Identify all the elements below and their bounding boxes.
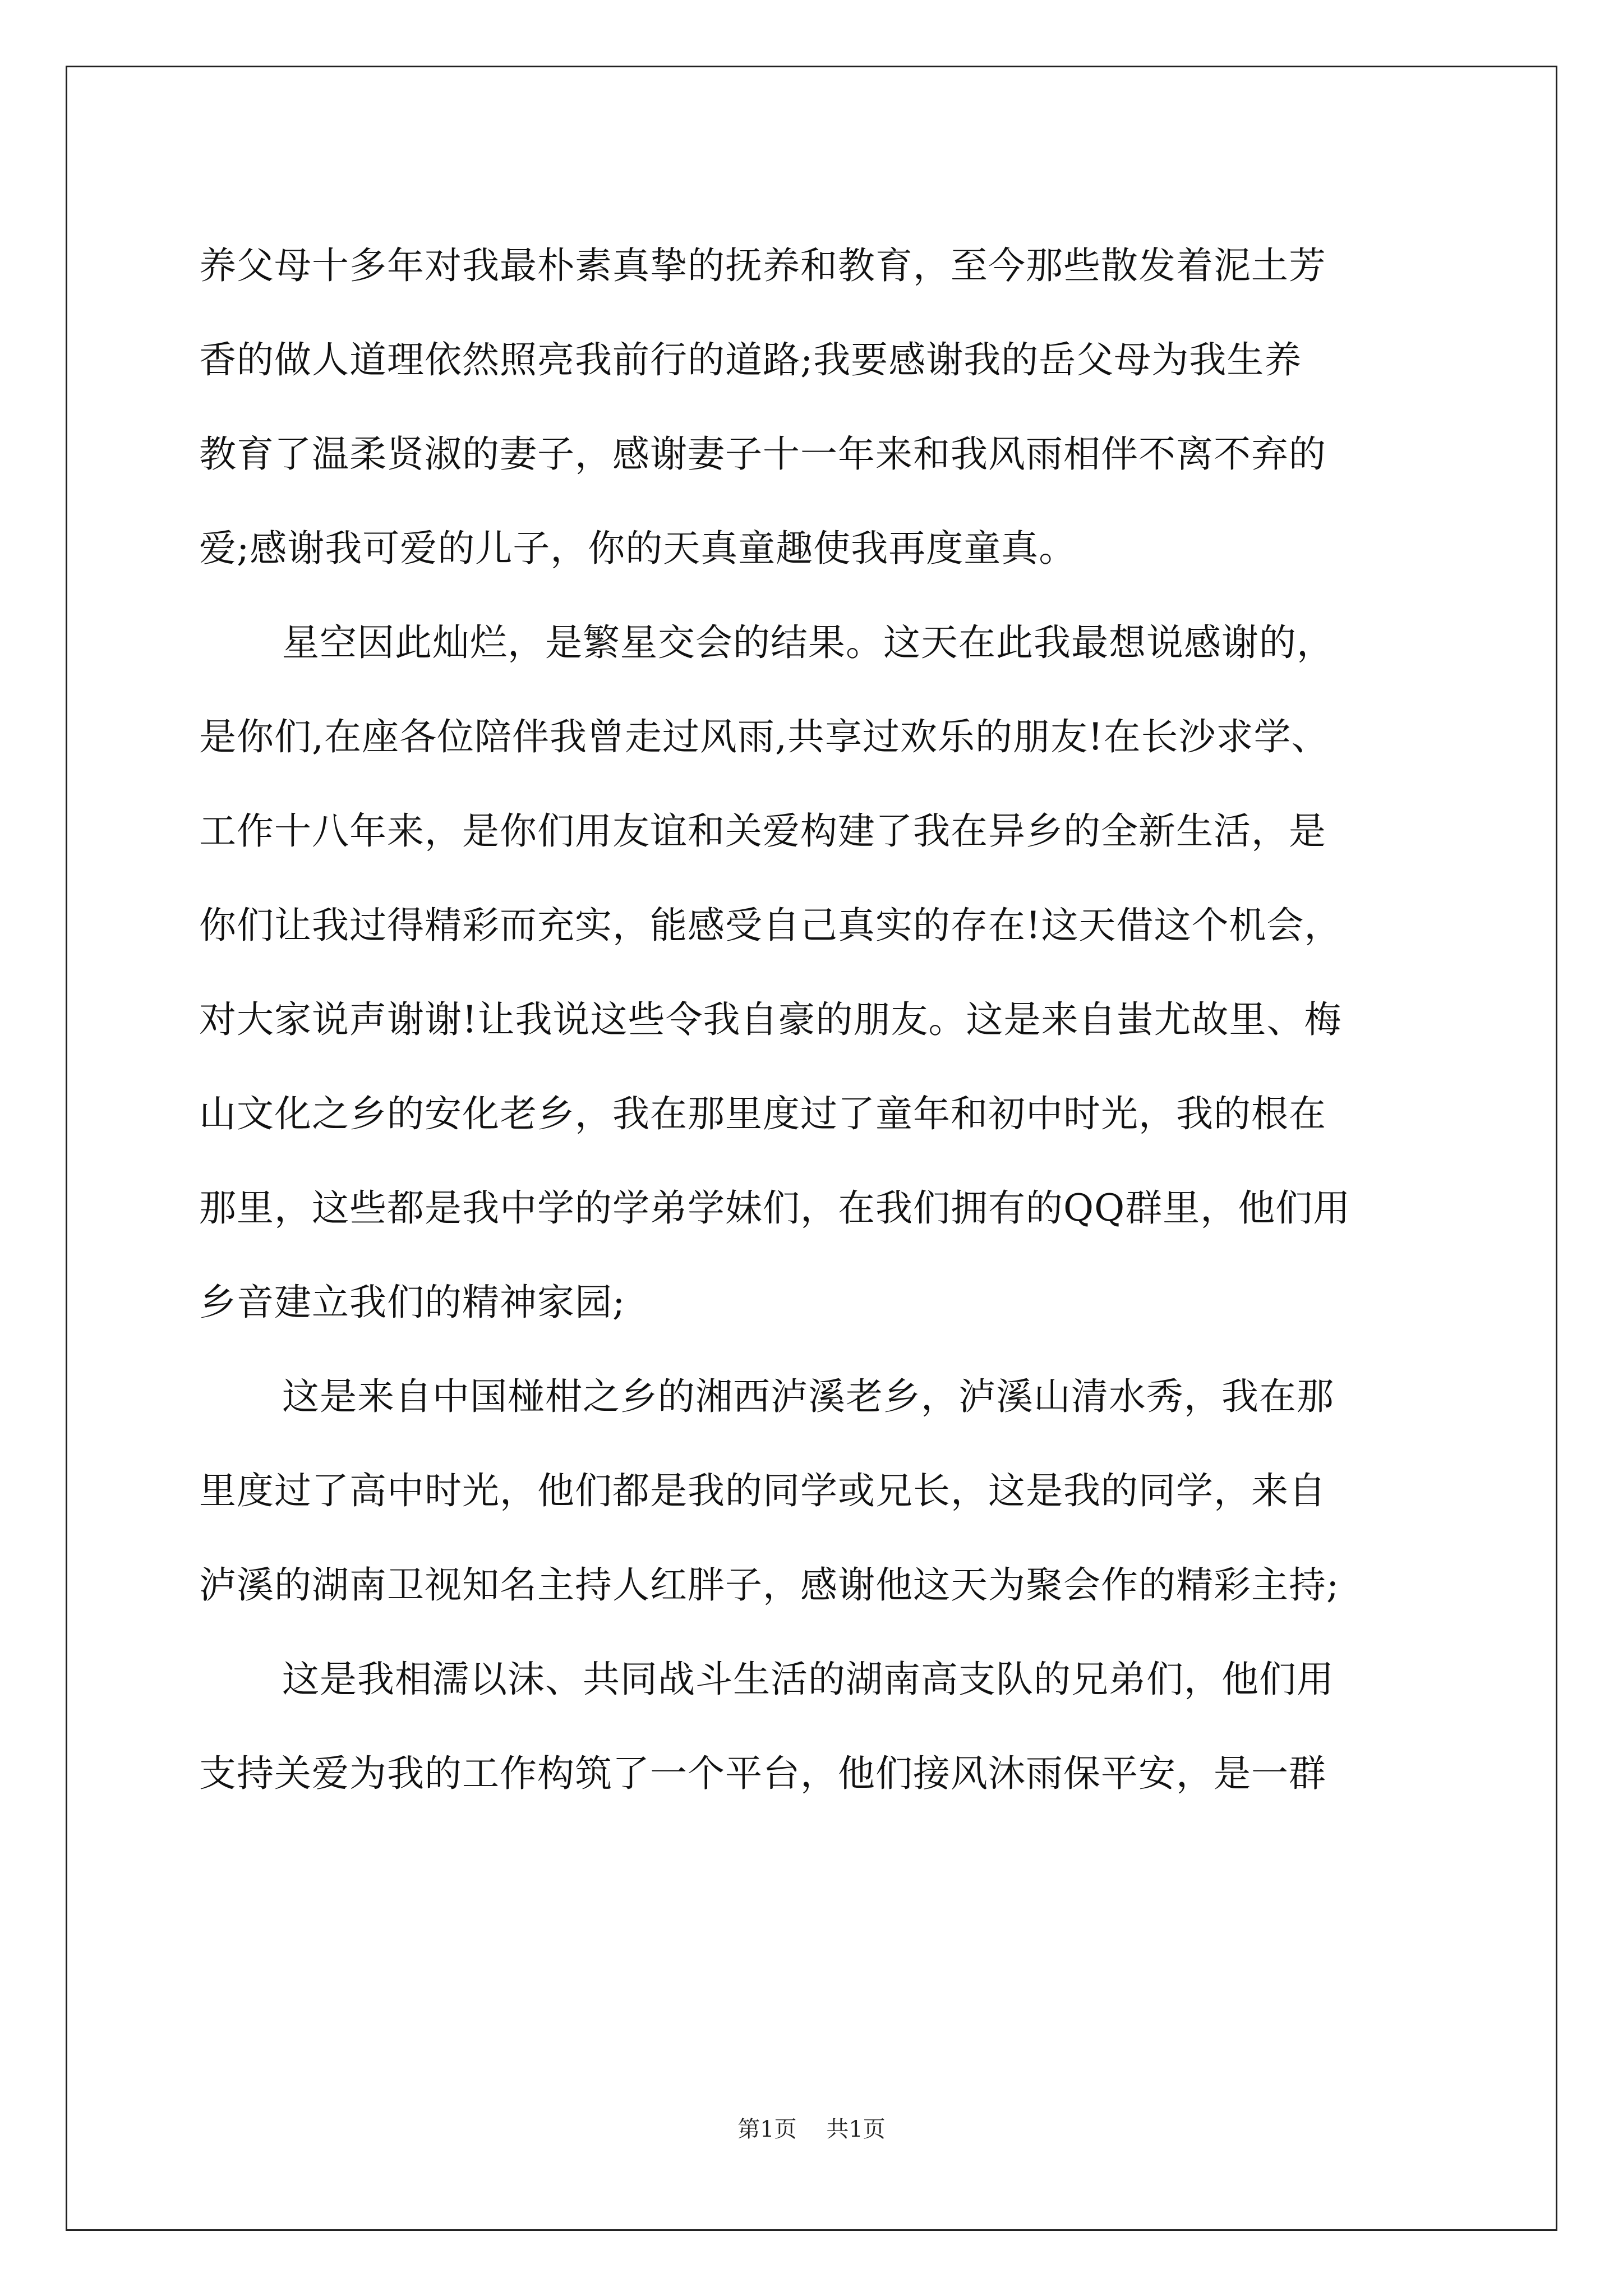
text-line-6: 是你们,在座各位陪伴我曾走过风雨,共享过欢乐的朋友!在长沙求学、 [199, 715, 1329, 758]
text-line-10: 山文化之乡的安化老乡，我在那里度过了童年和初中时光，我的根在 [199, 1092, 1326, 1135]
text-line-8: 你们让我过得精彩而充实，能感受自己真实的存在!这天借这个机会， [199, 904, 1342, 947]
text-line-14: 里度过了高中时光，他们都是我的同学或兄长，这是我的同学，来自 [199, 1469, 1326, 1512]
page-total: 共1页 [826, 2116, 886, 2142]
text-line-2: 香的做人道理依然照亮我前行的道路;我要感谢我的岳父母为我生养 [199, 338, 1302, 381]
text-line-11: 那里，这些都是我中学的学弟学妹们，在我们拥有的QQ群里，他们用 [199, 1186, 1351, 1230]
text-line-1: 养父母十多年对我最朴素真挚的抚养和教育，至今那些散发着泥土芳 [199, 244, 1326, 287]
text-line-3: 教育了温柔贤淑的妻子，感谢妻子十一年来和我风雨相伴不离不弃的 [199, 432, 1326, 476]
text-line-16: 这是我相濡以沫、共同战斗生活的湖南高支队的兄弟们，他们用 [282, 1658, 1334, 1701]
text-line-13: 这是来自中国椪柑之乡的湘西泸溪老乡，泸溪山清水秀，我在那 [282, 1375, 1334, 1418]
text-line-17: 支持关爱为我的工作构筑了一个平台，他们接风沐雨保平安，是一群 [199, 1752, 1326, 1795]
page-number: 第1页 [737, 2116, 797, 2142]
text-line-12: 乡音建立我们的精神家园; [199, 1281, 626, 1324]
text-line-15: 泸溪的湖南卫视知名主持人红胖子，感谢他这天为聚会作的精彩主持; [199, 1563, 1340, 1607]
page-footer [0, 2113, 1623, 2146]
text-line-5: 星空因此灿烂，是繁星交会的结果。这天在此我最想说感谢的， [282, 621, 1334, 664]
document-body [199, 219, 1433, 1821]
text-line-9: 对大家说声谢谢!让我说这些令我自豪的朋友。这是来自蚩尤故里、梅 [199, 998, 1342, 1041]
text-line-7: 工作十八年来，是你们用友谊和关爱构建了我在异乡的全新生活，是 [199, 809, 1326, 853]
text-line-4: 爱;感谢我可爱的儿子，你的天真童趣使我再度童真。 [199, 527, 1077, 570]
